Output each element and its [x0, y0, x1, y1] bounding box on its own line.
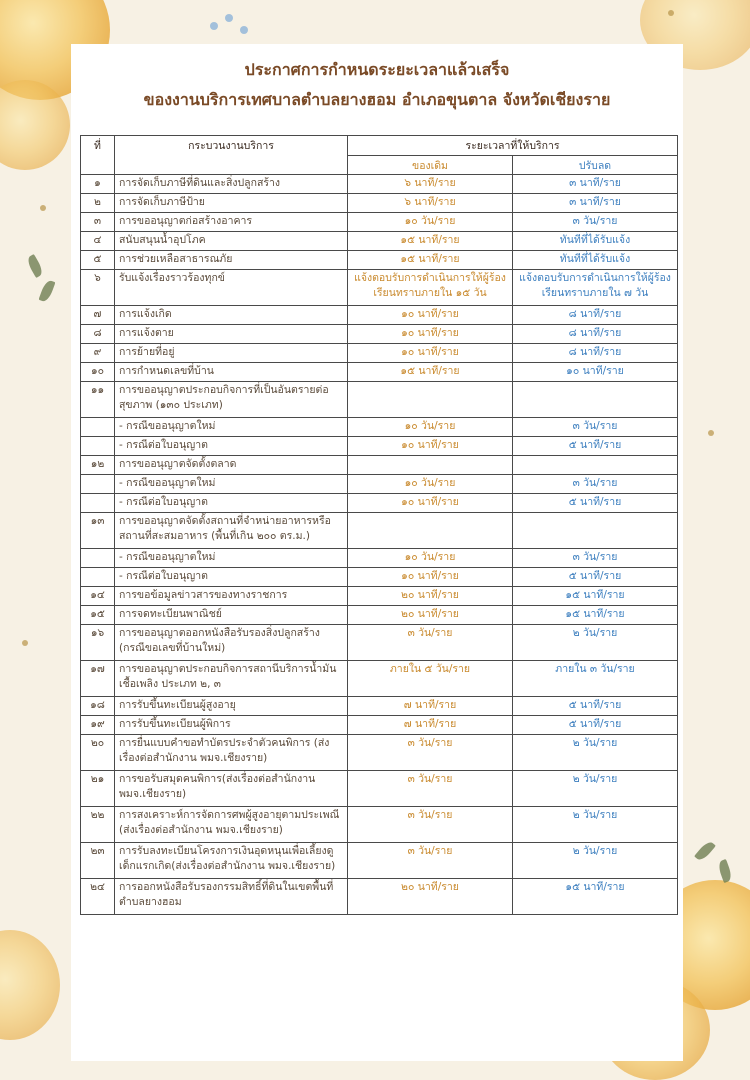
service-time-table [80, 135, 678, 915]
row-new-time: ๓ วัน/ราย [513, 475, 678, 494]
row-old-time: ๑๐ นาที/ราย [348, 306, 513, 325]
table-row [81, 661, 678, 697]
row-new-time: ๓ วัน/ราย [513, 213, 678, 232]
row-number: ๘ [81, 325, 115, 344]
table-row [81, 175, 678, 194]
row-number: ๗ [81, 306, 115, 325]
row-number: ๕ [81, 251, 115, 270]
table-row [81, 494, 678, 513]
row-old-time: ๑๐ นาที/ราย [348, 344, 513, 363]
row-process: - กรณีขออนุญาตใหม่ [115, 475, 348, 494]
row-old-time: ๑๐ วัน/ราย [348, 549, 513, 568]
row-number: ๑๖ [81, 625, 115, 661]
header-old: ของเดิม [348, 155, 513, 175]
row-process: การขออนุญาตประกอบกิจการสถานีบริการน้ำมันเชื้อเพลิง ประเภท ๒, ๓ [115, 661, 348, 697]
row-new-time: ๕ นาที/ราย [513, 494, 678, 513]
table-row [81, 194, 678, 213]
row-number: ๒๓ [81, 843, 115, 879]
table-row [81, 306, 678, 325]
row-new-time: ทันทีที่ได้รับแจ้ง [513, 251, 678, 270]
row-old-time: ๑๐ นาที/ราย [348, 568, 513, 587]
row-new-time: ๘ นาที/ราย [513, 344, 678, 363]
row-number [81, 549, 115, 568]
row-old-time: ๖ นาที/ราย [348, 175, 513, 194]
row-new-time: ๑๕ นาที/ราย [513, 587, 678, 606]
row-process: การย้ายที่อยู่ [115, 344, 348, 363]
leaf-decoration [694, 839, 716, 862]
table-row [81, 344, 678, 363]
gold-speck-decoration [22, 640, 28, 646]
row-number: ๒ [81, 194, 115, 213]
row-new-time: ทันทีที่ได้รับแจ้ง [513, 232, 678, 251]
row-old-time: ๓ วัน/ราย [348, 771, 513, 807]
row-process: การขอรับสมุดคนพิการ(ส่งเรื่องต่อสำนักงาน พมจ.เชียงราย) [115, 771, 348, 807]
row-old-time [348, 513, 513, 549]
row-new-time: ๓ วัน/ราย [513, 549, 678, 568]
row-process: การแจ้งตาย [115, 325, 348, 344]
row-new-time: ๘ นาที/ราย [513, 306, 678, 325]
row-number: ๑๗ [81, 661, 115, 697]
row-old-time: ๑๐ นาที/ราย [348, 437, 513, 456]
table-row [81, 437, 678, 456]
row-new-time: ๓ วัน/ราย [513, 418, 678, 437]
header-time: ระยะเวลาที่ให้บริการ [348, 136, 678, 156]
table-row [81, 363, 678, 382]
row-new-time: แจ้งตอบรับการดำเนินการให้ผู้ร้องเรียนทราบภายใน ๗ วัน [513, 270, 678, 306]
row-process: การขออนุญาตจัดตั้งตลาด [115, 456, 348, 475]
row-new-time [513, 513, 678, 549]
row-process: การรับขึ้นทะเบียนผู้พิการ [115, 716, 348, 735]
row-number [81, 418, 115, 437]
gold-speck-decoration [40, 205, 46, 211]
row-old-time: ๑๐ นาที/ราย [348, 494, 513, 513]
row-new-time: ๓ นาที/ราย [513, 194, 678, 213]
row-number: ๔ [81, 232, 115, 251]
row-process: การขอข้อมูลข่าวสารของทางราชการ [115, 587, 348, 606]
row-new-time: ๘ นาที/ราย [513, 325, 678, 344]
row-process: - กรณีต่อใบอนุญาต [115, 437, 348, 456]
leaf-decoration [39, 279, 56, 303]
table-row [81, 418, 678, 437]
row-process: การขออนุญาตก่อสร้างอาคาร [115, 213, 348, 232]
table-row [81, 771, 678, 807]
table-row [81, 587, 678, 606]
row-process: - กรณีต่อใบอนุญาต [115, 568, 348, 587]
row-new-time: ๕ นาที/ราย [513, 437, 678, 456]
row-old-time: ๑๐ นาที/ราย [348, 325, 513, 344]
row-old-time: ๓ วัน/ราย [348, 807, 513, 843]
row-process: การรับลงทะเบียนโครงการเงินอุดหนุนเพื่อเลี้ยงดูเด็กแรกเกิด(ส่งเรื่องต่อสำนักงาน พมจ.เชียงราย) [115, 843, 348, 879]
row-old-time: ๒๐ นาที/ราย [348, 606, 513, 625]
blue-flower-decoration [210, 22, 218, 30]
row-new-time: ๓ นาที/ราย [513, 175, 678, 194]
row-new-time: ๕ นาที/ราย [513, 568, 678, 587]
row-old-time: ๑๕ นาที/ราย [348, 232, 513, 251]
row-number: ๑๘ [81, 697, 115, 716]
table-row [81, 251, 678, 270]
row-number: ๑๕ [81, 606, 115, 625]
page-title: ประกาศการกำหนดระยะเวลาแล้วเสร็จ [244, 60, 510, 79]
row-process: สนับสนุนน้ำอุปโภค [115, 232, 348, 251]
row-old-time: ๑๐ วัน/ราย [348, 418, 513, 437]
row-number: ๒๒ [81, 807, 115, 843]
table-row [81, 625, 678, 661]
table-row [81, 697, 678, 716]
row-number: ๒๐ [81, 735, 115, 771]
row-process: การออกหนังสือรับรองกรรมสิทธิ์ที่ดินในเขตพื้นที่ตำบลยางฮอม [115, 879, 348, 915]
row-number [81, 494, 115, 513]
row-process: การแจ้งเกิด [115, 306, 348, 325]
row-number: ๑๑ [81, 382, 115, 418]
row-old-time [348, 456, 513, 475]
row-process: - กรณีขออนุญาตใหม่ [115, 549, 348, 568]
row-new-time: ๒ วัน/ราย [513, 843, 678, 879]
table-row [81, 606, 678, 625]
row-new-time: ๑๕ นาที/ราย [513, 606, 678, 625]
row-process: การขออนุญาตประกอบกิจการที่เป็นอันตรายต่อสุขภาพ (๑๓๐ ประเภท) [115, 382, 348, 418]
row-old-time: ๖ นาที/ราย [348, 194, 513, 213]
row-old-time: ๒๐ นาที/ราย [348, 879, 513, 915]
row-number: ๖ [81, 270, 115, 306]
flower-decoration [0, 930, 60, 1040]
row-process: การจัดเก็บภาษีที่ดินและสิ่งปลูกสร้าง [115, 175, 348, 194]
blue-flower-decoration [240, 26, 248, 34]
row-old-time: แจ้งตอบรับการดำเนินการให้ผู้ร้องเรียนทราบภายใน ๑๕ วัน [348, 270, 513, 306]
leaf-decoration [25, 254, 45, 278]
row-new-time: ๒ วัน/ราย [513, 735, 678, 771]
row-number: ๙ [81, 344, 115, 363]
table-row [81, 843, 678, 879]
table-row [81, 232, 678, 251]
row-old-time: ๓ วัน/ราย [348, 735, 513, 771]
row-number [81, 475, 115, 494]
table-row [81, 513, 678, 549]
row-number: ๑๙ [81, 716, 115, 735]
row-new-time: ๕ นาที/ราย [513, 716, 678, 735]
row-new-time: ๒ วัน/ราย [513, 625, 678, 661]
row-old-time: ๑๕ นาที/ราย [348, 363, 513, 382]
row-process: การสงเคราะห์การจัดการศพผู้สูงอายุตามประเพณี (ส่งเรื่องต่อสำนักงาน พมจ.เชียงราย) [115, 807, 348, 843]
row-number [81, 568, 115, 587]
header-new: ปรับลด [513, 155, 678, 175]
row-old-time [348, 382, 513, 418]
row-process: การจดทะเบียนพาณิชย์ [115, 606, 348, 625]
row-process: การรับขึ้นทะเบียนผู้สูงอายุ [115, 697, 348, 716]
row-process: - กรณีขออนุญาตใหม่ [115, 418, 348, 437]
row-new-time [513, 456, 678, 475]
row-old-time: ๗ นาที/ราย [348, 716, 513, 735]
table-row [81, 735, 678, 771]
table-row [81, 270, 678, 306]
row-old-time: ๓ วัน/ราย [348, 625, 513, 661]
row-number: ๑๔ [81, 587, 115, 606]
table-row [81, 549, 678, 568]
table-row [81, 716, 678, 735]
row-process: การยื่นแบบคำขอทำบัตรประจำตัวคนพิการ (ส่งเรื่องต่อสำนักงาน พมจ.เชียงราย) [115, 735, 348, 771]
row-new-time: ๒ วัน/ราย [513, 807, 678, 843]
header-no: ที่ [81, 136, 115, 175]
row-new-time: ๑๕ นาที/ราย [513, 879, 678, 915]
row-new-time: ๒ วัน/ราย [513, 771, 678, 807]
table-row [81, 475, 678, 494]
row-number: ๓ [81, 213, 115, 232]
row-number: ๒๔ [81, 879, 115, 915]
table-row [81, 325, 678, 344]
gold-speck-decoration [708, 430, 714, 436]
table-row [81, 213, 678, 232]
row-old-time: ๓ วัน/ราย [348, 843, 513, 879]
row-old-time: ภายใน ๕ วัน/ราย [348, 661, 513, 697]
table-row [81, 382, 678, 418]
row-number: ๑๐ [81, 363, 115, 382]
row-old-time: ๑๐ วัน/ราย [348, 475, 513, 494]
row-process: การขออนุญาตจัดตั้งสถานที่จำหน่ายอาหารหรือสถานที่สะสมอาหาร (พื้นที่เกิน ๒๐๐ ตร.ม.) [115, 513, 348, 549]
gold-speck-decoration [668, 10, 674, 16]
row-old-time: ๗ นาที/ราย [348, 697, 513, 716]
row-new-time [513, 382, 678, 418]
row-process: การช่วยเหลือสาธารณภัย [115, 251, 348, 270]
row-number: ๑ [81, 175, 115, 194]
page-subtitle: ของงานบริการเทศบาลตำบลยางฮอม อำเภอขุนตาล จังหวัดเชียงราย [143, 90, 611, 109]
row-new-time: ๑๐ นาที/ราย [513, 363, 678, 382]
row-new-time: ๕ นาที/ราย [513, 697, 678, 716]
row-process: รับแจ้งเรื่องราวร้องทุกข์ [115, 270, 348, 306]
table-row [81, 568, 678, 587]
header-process: กระบวนงานบริการ [115, 136, 348, 175]
table-row [81, 879, 678, 915]
row-number: ๑๒ [81, 456, 115, 475]
row-number: ๑๓ [81, 513, 115, 549]
row-number [81, 437, 115, 456]
row-old-time: ๒๐ นาที/ราย [348, 587, 513, 606]
row-process: การจัดเก็บภาษีป้าย [115, 194, 348, 213]
row-process: - กรณีต่อใบอนุญาต [115, 494, 348, 513]
table-row [81, 456, 678, 475]
table-row [81, 807, 678, 843]
blue-flower-decoration [225, 14, 233, 22]
row-old-time: ๑๐ วัน/ราย [348, 213, 513, 232]
row-old-time: ๑๕ นาที/ราย [348, 251, 513, 270]
table-body [81, 175, 678, 915]
row-process: การขออนุญาตออกหนังสือรับรองสิ่งปลูกสร้าง (กรณีขอเลขที่บ้านใหม่) [115, 625, 348, 661]
row-new-time: ภายใน ๓ วัน/ราย [513, 661, 678, 697]
row-number: ๒๑ [81, 771, 115, 807]
row-process: การกำหนดเลขที่บ้าน [115, 363, 348, 382]
